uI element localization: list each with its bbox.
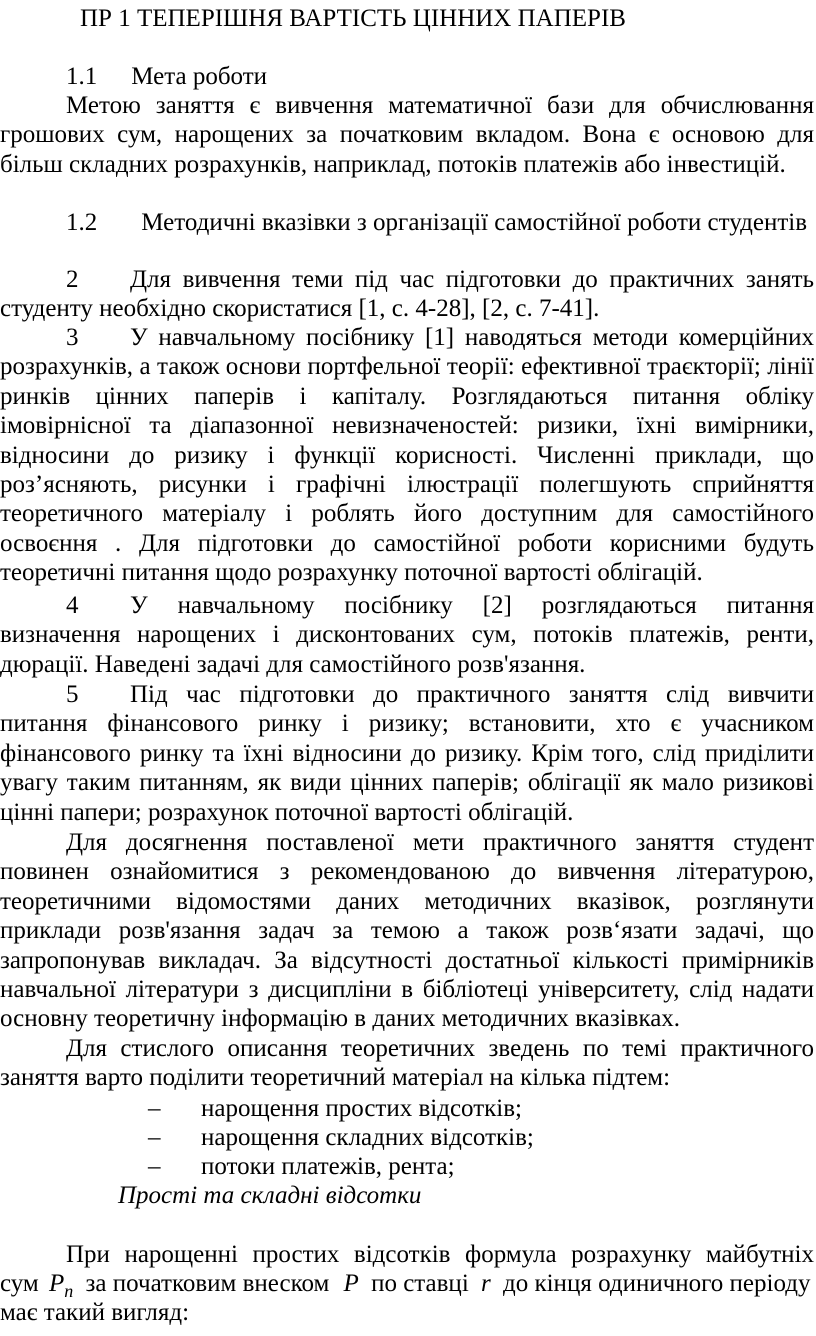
section-1-1-text: Метою заняття є вивчення математичної бази для обчислювання грошових сум, нарощених за початковим вкладом. Вона є основою для більш складних розрахунків, наприклад, потоків платежів або інвестицій. xyxy=(0,92,814,178)
dash-icon: – xyxy=(148,1153,161,1180)
item-number: 4 xyxy=(66,592,79,619)
list-item-2 xyxy=(0,265,814,324)
final-text-rate: по ставці xyxy=(371,1270,469,1297)
section-title: Мета роботи xyxy=(131,63,268,90)
list-item-3 xyxy=(0,323,814,588)
section-number: 1.2 xyxy=(66,209,98,236)
section-number: 1.1 xyxy=(66,63,98,90)
paragraph-topics xyxy=(0,1034,814,1093)
item-text: Для вивчення теми під час підготовки до практичних занять студенту необхідно скористатися [1, с. 4-28], [2, с. 7-41]. xyxy=(0,266,814,323)
dash-icon: – xyxy=(148,1124,161,1151)
bullet-item xyxy=(0,1152,814,1182)
paragraph-goal xyxy=(0,828,814,1034)
item-text: Під час підготовки до практичного заняття слід вивчити питання фінансового ринку і ризику; встановити, хто є учасником фінансового ринку та їхні відносини до ризику. Крім того, слід приділити увагу таким питанням, як види цінних паперів; облігації як мало ризикові цінні папери; розрахунок поточної вартості облігацій. xyxy=(0,681,814,826)
final-line-3 xyxy=(0,1298,814,1327)
item-number: 2 xyxy=(66,266,79,293)
final-line-3-text: має такий вигляд: xyxy=(0,1299,190,1326)
list-item-5 xyxy=(0,680,814,827)
item-number: 3 xyxy=(66,324,79,351)
page-title-text: ПР 1 ТЕПЕРІШНЯ ВАРТІСТЬ ЦІННИХ ПАПЕРІВ xyxy=(80,5,626,32)
bullet-text: нарощення складних відсотків; xyxy=(201,1124,534,1151)
subsection-title xyxy=(118,1181,718,1210)
item-number: 5 xyxy=(66,681,79,708)
list-item-4 xyxy=(0,591,814,679)
paragraph-topics-text: Для стислого описання теоретичних зведень по темі практичного заняття варто поділити теоретичний матеріал на кілька підтем: xyxy=(0,1035,814,1092)
section-1-1-heading xyxy=(66,62,816,91)
item-text: У навчальному посібнику [1] наводяться методи комерційних розрахунків, а також основи портфельної теорії: ефективної траєкторії; лінії ринків цінних паперів і капіталу. Розглядаються питання обліку імовірнісної та діапазонної невизначеностей: ризики, їхні вимірники, відносини до ризику і функції корисності. Численні приклади, що роз’ясняють, рисунки і графічні ілюстрації полегшують сприйняття теоретичного матеріалу і роблять його доступним для самостійного освоєння . Для підготовки до самостійної роботи корисними будуть теоретичні питання щодо розрахунку поточної вартості облігацій. xyxy=(0,324,814,587)
paragraph-goal-text: Для досягнення поставленої мети практичного заняття студент повинен ознайомитися з рекомендованою до вивчення літературою, теоретичними відомостями даних методичних вказівок, розглянути приклади розв'язання задач за темою а також розв‘язати задачі, що запропонував викладач. За відсутності достатньої кількості примірників навчальної літератури з дисципліни в бібліотеці університету, слід надати основну теоретичну інформацію в даних методичних вказівках. xyxy=(0,829,814,1033)
bullet-item xyxy=(0,1123,814,1153)
final-line-1 xyxy=(0,1240,814,1269)
item-text: У навчальному посібнику [2] розглядаються питання визначення нарощених і дисконтованих сум, потоків платежів, ренти, дюрації. Наведені задачі для самостійного розв'язання. xyxy=(0,592,814,678)
final-line-1-text: При нарощенні простих відсотків формула розрахунку майбутніх xyxy=(66,1241,814,1268)
section-1-1-body xyxy=(0,91,814,179)
symbol-p: P xyxy=(49,1270,65,1297)
bullet-text: потоки платежів, рента; xyxy=(201,1153,455,1180)
page-title xyxy=(80,4,780,33)
subscript-n: n xyxy=(64,1281,74,1301)
dash-icon: – xyxy=(148,1095,161,1122)
section-1-2-heading xyxy=(66,208,816,237)
final-text-initial-deposit: за початковим внеском xyxy=(85,1270,330,1297)
bullet-item xyxy=(0,1094,814,1124)
final-text-period: до кінця одиничного періоду xyxy=(503,1270,811,1297)
bullet-text: нарощення простих відсотків; xyxy=(201,1095,522,1122)
section-title: Методичні вказівки з організації самостійної роботи студентів xyxy=(141,209,808,236)
symbol-p: P xyxy=(343,1270,359,1297)
subsection-title-text: Прості та складні відсотки xyxy=(118,1182,422,1209)
final-word-sum: сум xyxy=(0,1270,39,1297)
symbol-r: r xyxy=(481,1270,491,1297)
symbol-p-n xyxy=(49,1270,74,1301)
